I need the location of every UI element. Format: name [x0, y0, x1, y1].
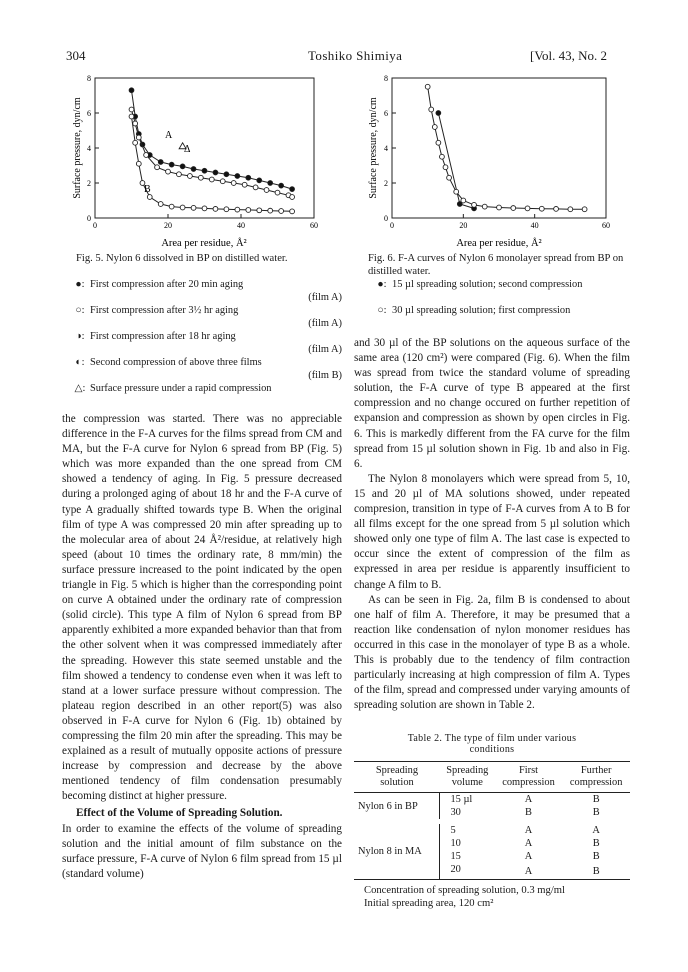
- volume-number: [Vol. 43, No. 2: [530, 48, 608, 63]
- y-tick-label: 2: [87, 179, 91, 188]
- data-point: [268, 208, 273, 213]
- data-point: [568, 207, 573, 212]
- fig5-legend-item: ●: First compression after 20 min aging (film A): [70, 279, 342, 305]
- filled-circle-icon: ●:: [377, 279, 387, 290]
- table: [354, 761, 630, 880]
- data-point: [447, 175, 452, 180]
- data-point: [180, 205, 185, 210]
- paragraph: the compression was started. There was no appreciable difference in the F-A curves for the films spread from CM and MA, but the F-A curve for Nylon 6 spread from BP (Fig. 5) which was more expanded than the one spread from CM showed a tendency of aging. In Fig. 5 pressure decreased during a prolonged aging of about 18 hr and the F-A curve of type A gradually shifted towards type B. When the original film of type A was compressed 20 min after spreading up to the molecular area of about 24 Å²/residue, at relatively high speed (about 10 times the ordinary rate, 8 mm/min) the surface pressure increased to the point indicated by the open triangle in Fig. 5 which is higher than the corresponding point on curve A obtained under the ordinary rate of compression (solid circle). This type A film of Nylon 6 spread from BP apparently exhibited a more expanded behavior than that from the other solvent when it was compressed immediately after the spreading. However this state seemed unstable and the film showed a tendency to condense even when it was left to stand at a lower surface pressure without compression. The plateau region described in an other report(5) was also observed in F-A curve for Nylon 6 (Fig. 1b) obtained by compressing the film 20 min after the spreading. This may be explained as a result of mutually opposite actions of pressure increase by compression and decrease by the above mentioned tendency of film condensation presumably becoming distinct at higher pressure.: [62, 413, 342, 803]
- y-tick-label: 4: [87, 144, 91, 153]
- fig5-label-b: B: [144, 184, 151, 195]
- data-point: [202, 206, 207, 211]
- x-tick-label: 0: [390, 221, 394, 230]
- data-point: [264, 188, 269, 193]
- data-point: [166, 169, 171, 174]
- paragraph: In order to examine the effects of the volume of spreading solution and the initial amount of film substance on the surface pressure, F-A curve of Nylon 6 film spread from 15 µl (standard volume): [62, 822, 342, 880]
- series-line: [132, 90, 293, 189]
- data-point: [246, 175, 251, 180]
- fig5-label-delta: Δ: [184, 144, 191, 155]
- half-circle-left-icon: ◐:: [75, 357, 85, 368]
- column-header: Further compression: [569, 765, 623, 788]
- filled-circle-icon: ●:: [75, 279, 85, 290]
- running-author: Toshiko Shimiya: [308, 48, 403, 63]
- fig5-legend-item: ◐: Second compression of above three films (film B): [70, 357, 342, 383]
- data-point: [511, 206, 516, 211]
- data-point: [290, 187, 295, 192]
- fig5-legend-item: △: Surface pressure under a rapid compression: [70, 383, 342, 396]
- data-point: [213, 170, 218, 175]
- table-header-row: [354, 762, 630, 793]
- fig6-xlabel: Area per residue, Å²: [456, 238, 542, 249]
- data-point: [290, 209, 295, 214]
- triangle-icon: △:: [74, 383, 86, 394]
- data-point: [472, 202, 477, 207]
- y-tick-label: 6: [87, 109, 91, 118]
- data-point: [213, 207, 218, 212]
- y-tick-label: 4: [384, 144, 388, 153]
- data-point: [129, 107, 134, 112]
- table-row: 10 A B: [354, 837, 630, 850]
- left-column: [62, 412, 342, 882]
- data-point: [235, 174, 240, 179]
- data-point: [158, 160, 163, 165]
- x-tick-label: 60: [602, 221, 610, 230]
- paragraph: The Nylon 8 monolayers which were spread from 5, 10, 15 and 20 µl of MA solutions showed, under repeated compresion, transition in type of F-A curves from A to B for all films except for the one spread from 5 µl solution which showed only one type of film A. The last case is expected to occur since the extent of compression of the film as expressed in area per residue is apparently insufficient to change A film to B.: [354, 472, 630, 591]
- data-point: [454, 189, 459, 194]
- data-point: [136, 161, 141, 166]
- data-point: [290, 195, 295, 200]
- table-row: 30 B B: [354, 806, 630, 819]
- fig5-chart: [68, 70, 330, 250]
- y-tick-label: 6: [384, 109, 388, 118]
- data-point: [224, 172, 229, 177]
- data-point: [155, 165, 160, 170]
- data-point: [582, 207, 587, 212]
- fig6-legend-item: ○: 30 µl spreading solution; first compression: [372, 305, 630, 318]
- y-tick-label: 8: [87, 74, 91, 83]
- data-point: [242, 182, 247, 187]
- fig5-xlabel: Area per residue, Å²: [161, 238, 247, 249]
- data-point: [220, 179, 225, 184]
- data-point: [191, 167, 196, 172]
- data-point: [275, 190, 280, 195]
- x-tick-label: 20: [164, 221, 172, 230]
- data-point: [224, 207, 229, 212]
- data-point: [440, 154, 445, 159]
- fig6-ylabel: Surface pressure, dyn/cm: [368, 97, 379, 199]
- fig5-frame: [95, 78, 314, 218]
- data-point: [129, 114, 134, 119]
- data-point: [461, 198, 466, 203]
- table-row: 15 A B: [354, 850, 630, 863]
- section-heading: Effect of the Volume of Spreading Solution.: [76, 807, 283, 820]
- data-point: [169, 204, 174, 209]
- data-point: [209, 177, 214, 182]
- series-line: [132, 117, 293, 212]
- data-point: [257, 208, 262, 213]
- column-header: Spreading solution: [375, 765, 419, 788]
- data-point: [158, 202, 163, 207]
- data-point: [539, 206, 544, 211]
- data-point: [436, 111, 441, 116]
- table-caption: conditions: [469, 744, 515, 755]
- table-row: Nylon 6 in BP 15 µl A B: [358, 794, 600, 812]
- fig6-chart: [362, 70, 624, 250]
- table-footnote: Initial spreading area, 120 cm²: [364, 898, 494, 909]
- x-tick-label: 20: [459, 221, 468, 230]
- open-circle-icon: ○:: [377, 305, 387, 316]
- data-point: [425, 84, 430, 89]
- table-row: 20 A B: [354, 863, 630, 880]
- data-point: [436, 140, 441, 145]
- data-point: [246, 208, 251, 213]
- y-tick-label: 0: [384, 214, 388, 223]
- fig6-caption: Fig. 6. F-A curves of Nylon 6 monolayer spread from BP on distilled water.: [368, 253, 624, 278]
- data-point: [268, 181, 273, 186]
- table2: [354, 733, 630, 910]
- data-point: [279, 209, 284, 214]
- data-point: [497, 205, 502, 210]
- data-point: [144, 153, 149, 158]
- data-point: [279, 183, 284, 188]
- data-point: [177, 172, 182, 177]
- open-circle-icon: ○:: [75, 305, 85, 316]
- paragraph: As can be seen in Fig. 2a, film B is condensed to about one half of film A. Therefore, it may be presumed that a reaction like condensation of nylon monomer residues has occurred in this case in the monolayer of type B as a whole. This is probably due to the tendency of film contraction particularly increasing at high compression of film A. Types of the film, spread and compressed under varying amounts of spreading solution are shown in Table 2.: [354, 593, 630, 712]
- data-point: [482, 204, 487, 209]
- column-header: Spreading volume: [446, 765, 489, 788]
- data-point: [129, 88, 134, 93]
- data-point: [432, 125, 437, 130]
- column-header: First compression: [502, 765, 555, 788]
- data-point: [525, 206, 530, 211]
- data-point: [169, 162, 174, 167]
- fig5-legend-item: ◑: First compression after 18 hr aging (film A): [70, 331, 342, 357]
- data-point: [257, 178, 262, 183]
- data-point: [133, 121, 138, 126]
- table-row: Nylon 8 in MA 5 A A: [358, 825, 600, 857]
- data-point: [133, 140, 138, 145]
- half-circle-right-icon: ◑:: [75, 331, 85, 342]
- fig5-ylabel: Surface pressure, dyn/cm: [72, 97, 83, 199]
- data-point: [136, 135, 141, 140]
- page-number: 304: [66, 48, 86, 63]
- x-tick-label: 60: [310, 221, 318, 230]
- right-column: [354, 336, 630, 713]
- fig6-legend-item: ●: 15 µl spreading solution; second compression: [372, 279, 630, 305]
- table-footnote: Concentration of spreading solution, 0.3 mg/ml: [364, 885, 565, 896]
- data-point: [191, 205, 196, 210]
- data-point: [231, 181, 236, 186]
- y-tick-label: 0: [87, 214, 91, 223]
- data-point: [554, 207, 559, 212]
- data-point: [443, 165, 448, 170]
- data-point: [429, 107, 434, 112]
- fig5-legend: [70, 279, 342, 396]
- y-tick-label: 8: [384, 74, 388, 83]
- fig6-frame: [392, 78, 606, 218]
- data-point: [202, 168, 207, 173]
- x-tick-label: 40: [530, 221, 539, 230]
- data-point: [235, 207, 240, 212]
- table-caption: Table 2. The type of film under various: [407, 733, 577, 744]
- data-point: [180, 164, 185, 169]
- fig5-legend-item: ○: First compression after 3½ hr aging (film A): [70, 305, 342, 331]
- data-point: [147, 195, 152, 200]
- data-point: [198, 175, 203, 180]
- data-point: [188, 174, 193, 179]
- paragraph: and 30 µl of the BP solutions on the aqueous surface of the same area (120 cm²) were compared (Fig. 6). When the film was spread from twice the standard volume of spreading solution, the F-A curve of type B appeared at the first compression and no change occured on further repetition of expansion and compression as shown by open circles in Fig. 6. This is markedly different from the FA curve for the film spread from 15 µl solution shown in Fig. 1b and also in Fig. 6.: [354, 337, 630, 470]
- fig5-caption: Fig. 5. Nylon 6 dissolved in BP on distilled water.: [76, 253, 288, 264]
- x-tick-label: 40: [237, 221, 245, 230]
- data-point: [253, 185, 258, 190]
- y-tick-label: 2: [384, 179, 388, 188]
- series-line: [428, 87, 585, 210]
- fig5-label-a: A: [165, 130, 173, 141]
- fig6-legend: [372, 279, 630, 318]
- x-tick-label: 0: [93, 221, 97, 230]
